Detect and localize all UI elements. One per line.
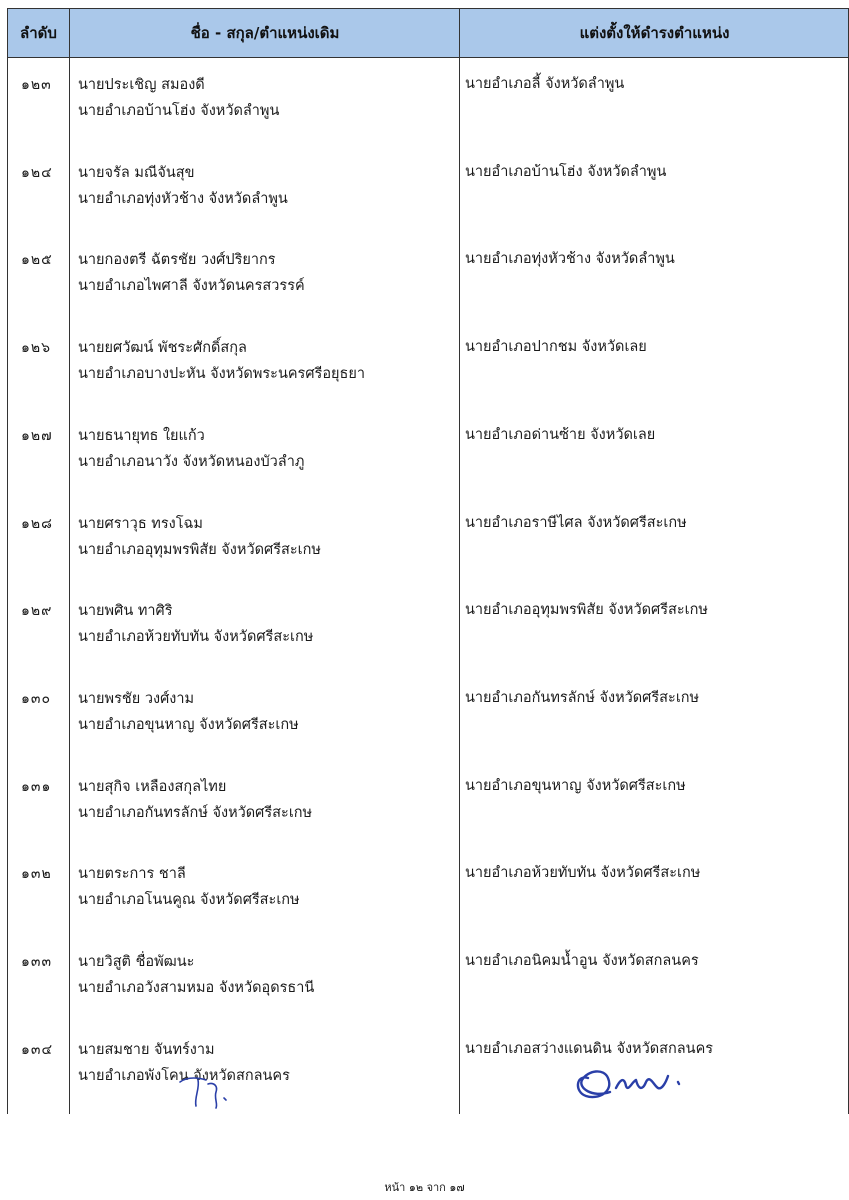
- row-number: ๑๒๓: [21, 77, 52, 93]
- old-position: นายอำเภอทุ่งหัวช้าง จังหวัดลำพูน: [78, 190, 288, 207]
- new-position: นายอำเภอห้วยทับทัน จังหวัดศรีสะเกษ: [465, 865, 701, 882]
- row-name-old-position: [78, 335, 365, 387]
- row-number: ๑๒๖: [21, 340, 52, 357]
- person-name: นายสมชาย จันทร์งาม: [78, 1041, 215, 1058]
- table-row: [7, 600, 849, 688]
- row-name-old-position: [78, 247, 305, 299]
- table-row: [7, 337, 849, 425]
- new-position: นายอำเภอสว่างแดนดิน จังหวัดสกลนคร: [465, 1040, 714, 1057]
- row-name-old-position: [78, 949, 314, 1001]
- table-row: [7, 863, 849, 951]
- row-name-old-position: [78, 511, 321, 563]
- old-position: นายอำเภอวังสามหมอ จังหวัดอุดรธานี: [78, 980, 315, 996]
- table-row: [7, 425, 849, 513]
- row-number: ๑๓๓: [21, 954, 53, 970]
- old-position: นายอำเภอบ้านโฮ่ง จังหวัดลำพูน: [78, 103, 280, 119]
- appointment-table: [7, 8, 849, 1114]
- row-number: ๑๒๙: [21, 603, 53, 620]
- person-name: นายจรัล มณีจันสุข: [78, 164, 195, 181]
- new-position: นายอำเภอนิคมน้ำอูน จังหวัดสกลนคร: [465, 953, 699, 969]
- old-position: นายอำเภอโนนคูณ จังหวัดศรีสะเกษ: [78, 892, 300, 909]
- table-row: [7, 162, 849, 250]
- row-name-old-position: [78, 686, 299, 738]
- person-name: นายประเชิญ สมองดี: [78, 77, 205, 93]
- old-position: นายอำเภอขุนหาญ จังหวัดศรีสะเกษ: [78, 716, 299, 733]
- row-name-old-position: [78, 160, 288, 212]
- row-name-old-position: [78, 423, 304, 475]
- new-position: นายอำเภอขุนหาญ จังหวัดศรีสะเกษ: [465, 777, 686, 794]
- table-row: [7, 776, 849, 864]
- person-name: นายสุกิจ เหลืองสกุลไทย: [78, 778, 227, 795]
- person-name: นายพรชัย วงศ์งาม: [78, 690, 195, 707]
- person-name: นายวิสูติ ชื่อพัฒนะ: [78, 954, 195, 970]
- row-number: ๑๒๔: [21, 164, 53, 181]
- row-number: ๑๒๕: [21, 252, 53, 269]
- row-number: ๑๓๒: [21, 866, 52, 883]
- row-name-old-position: [78, 598, 313, 650]
- row-number: ๑๓๔: [21, 1041, 54, 1058]
- old-position: นายอำเภอห้วยทับทัน จังหวัดศรีสะเกษ: [78, 629, 314, 646]
- new-position: นายอำเภอทุ่งหัวช้าง จังหวัดลำพูน: [465, 251, 675, 268]
- new-position: นายอำเภอราษีไศล จังหวัดศรีสะเกษ: [465, 514, 687, 531]
- new-position: นายอำเภอด่านซ้าย จังหวัดเลย: [465, 426, 656, 443]
- person-name: นายศราวุธ ทรงโฉม: [78, 515, 203, 532]
- row-number: ๑๓๑: [21, 778, 52, 795]
- row-name-old-position: [78, 861, 300, 913]
- old-position: นายอำเภอนาวัง จังหวัดหนองบัวลำภู: [78, 453, 305, 470]
- person-name: นายตระการ ชาลี: [78, 866, 186, 883]
- table-row: [7, 249, 849, 337]
- header-name-old-position: ชื่อ - สกุล/ตำแหน่งเดิม: [190, 24, 340, 42]
- row-name-old-position: [78, 774, 312, 826]
- new-position: นายอำเภออุทุมพรพิสัย จังหวัดศรีสะเกษ: [465, 602, 708, 619]
- row-number: ๑๒๘: [21, 515, 53, 532]
- new-position: นายอำเภอบ้านโฮ่ง จังหวัดลำพูน: [465, 163, 667, 180]
- old-position: นายอำเภอไพศาลี จังหวัดนครสวรรค์: [78, 278, 305, 295]
- header-order: ลำดับ: [20, 24, 57, 42]
- table-row: [7, 951, 849, 1039]
- old-position: นายอำเภอพังโคน จังหวัดสกลนคร: [78, 1067, 290, 1084]
- row-number: ๑๓๐: [21, 690, 52, 707]
- old-position: นายอำเภออุทุมพรพิสัย จังหวัดศรีสะเกษ: [78, 541, 321, 558]
- person-name: นายพศิน ทาศิริ: [78, 603, 173, 620]
- new-position: นายอำเภอกันทรลักษ์ จังหวัดศรีสะเกษ: [465, 689, 700, 706]
- table-row: [7, 513, 849, 601]
- table-row: [7, 1039, 849, 1127]
- old-position: นายอำเภอกันทรลักษ์ จังหวัดศรีสะเกษ: [78, 804, 313, 821]
- person-name: นายธนายุทธ ใยแก้ว: [78, 427, 205, 444]
- new-position: นายอำเภอปากชม จังหวัดเลย: [465, 339, 647, 356]
- person-name: นายยศวัฒน์ พัชระศักดิ์สกุล: [78, 340, 247, 357]
- row-name-old-position: [78, 72, 279, 124]
- person-name: นายกองตรี ฉัตรชัย วงศ์ปริยากร: [78, 252, 276, 269]
- table-header: [7, 8, 849, 58]
- handwritten-signature-right: [568, 1052, 698, 1108]
- table-row: [7, 74, 849, 162]
- new-position: นายอำเภอลี้ จังหวัดลำพูน: [465, 76, 625, 92]
- page-number: หน้า ๑๒ จาก ๑๗: [384, 1181, 465, 1194]
- table-row: [7, 688, 849, 776]
- row-number: ๑๒๗: [21, 427, 53, 444]
- old-position: นายอำเภอบางปะหัน จังหวัดพระนครศรีอยุธยา: [78, 366, 366, 383]
- header-appointed-position: แต่งตั้งให้ดำรงตำแหน่ง: [579, 24, 730, 42]
- handwritten-initial-left: [170, 1068, 240, 1112]
